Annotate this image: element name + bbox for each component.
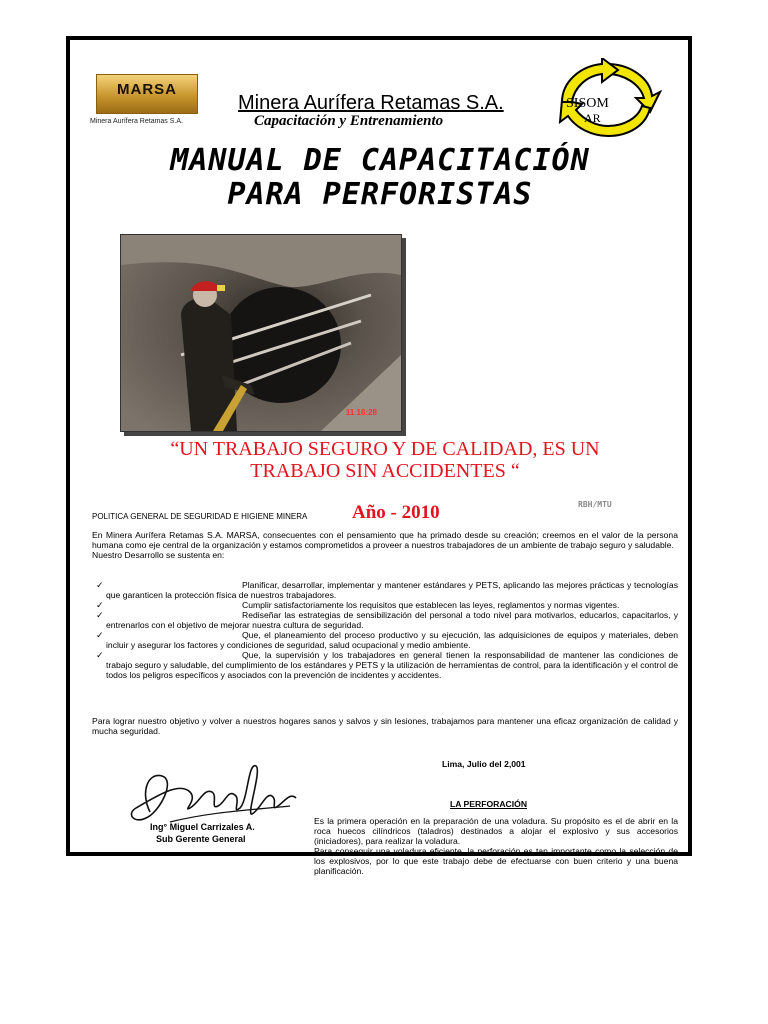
- check-icon: ✓: [96, 650, 104, 660]
- bullet-text: Rediseñar las estrategias de sensibilización del personal a todo nivel para motivarlos, educarlos, capacitarlos, y entrenarlos con el objetivo de mejorar nuestra cultura de seguridad.: [106, 610, 678, 630]
- perforacion-text: [314, 816, 678, 876]
- sisomar-text-2: AR: [584, 111, 601, 125]
- bullet-text: Que, la supervisión y los trabajadores en general tienen la responsabilidad de mantener las condiciones de trabajo seguro y saludable, del cumplimiento de los estándares y PETS y la utilización de herramientas de control, para la identificación y el control de todos los peligros específicos y asociados con la prevención de incidentes y accidentes.: [106, 650, 678, 680]
- marsa-logo-subtext: Minera Aurífera Retamas S.A.: [90, 118, 183, 125]
- slogan-line-1: “UN TRABAJO SEGURO Y DE CALIDAD, ES UN: [170, 438, 600, 460]
- company-tagline: Capacitación y Entrenamiento: [254, 113, 444, 129]
- policy-intro-paragraph: En Minera Aurífera Retamas S.A. MARSA, consecuentes con el pensamiento que ha primado desde su creación; creemos en el valor de la persona humana como eje central de la organización y estamos comprometidos a proveer a nuestros trabajadores de un ambiente de trabajo seguro y saludable.: [92, 530, 678, 550]
- signatory-name: Ing° Miguel Carrizales A.: [150, 822, 255, 832]
- marsa-logo-plate: [96, 74, 198, 114]
- bullet-text: Cumplir satisfactoriamente los requisitos que establecen las leyes, reglamentos y normas vigentes.: [242, 600, 620, 610]
- check-icon: ✓: [96, 600, 104, 610]
- list-item: [92, 600, 678, 610]
- photo-timestamp: 11 16:28: [345, 408, 377, 417]
- sisomar-text-1: SISOM: [566, 96, 609, 111]
- company-name: Minera Aurífera Retamas S.A.: [238, 92, 504, 114]
- policy-closing: Para lograr nuestro objetivo y volver a nuestros hogares sanos y salvos y sin lesiones, trabajamos para mantener una eficaz organización de calidad y mucha seguridad.: [92, 716, 678, 736]
- title-line-2: PARA PERFORISTAS: [227, 177, 533, 212]
- list-item: [92, 630, 678, 650]
- signatory-role: Sub Gerente General: [156, 834, 246, 844]
- policy-title: POLITICA GENERAL DE SEGURIDAD E HIGIENE MINERA: [92, 512, 308, 521]
- policy-bullets: [92, 580, 678, 680]
- sisomar-logo: [552, 58, 662, 140]
- bullet-text: Planificar, desarrollar, implementar y mantener estándares y PETS, aplicando las mejores prácticas y tecnologías que garanticen la protección física de nuestros trabajadores.: [106, 580, 678, 600]
- marsa-logo-text: MARSA: [117, 81, 177, 98]
- place-date: Lima, Julio del 2,001: [442, 759, 526, 769]
- policy-intro: [92, 530, 678, 560]
- title-line-1: MANUAL DE CAPACITACIÓN: [170, 143, 590, 178]
- perforacion-paragraph-2: Para conseguir una voladura eficiente, la perforación es tan importante como la selección de los explosivos, por lo que este trabajo debe de efectuarse con buen criterio y una buena planificación.: [314, 846, 678, 876]
- safety-slogan: [90, 438, 680, 482]
- page-title: [70, 144, 690, 212]
- section-title-perforacion: LA PERFORACIÓN: [450, 799, 528, 809]
- check-icon: ✓: [96, 610, 104, 620]
- list-item: [92, 650, 678, 680]
- perforacion-paragraph-1: Es la primera operación en la preparación de una voladura. Su propósito es el de abrir en la roca huecos cilíndricos (taladros) destinados a alojar el explosivo y sus accesorios (iniciadores), para realizar la voladura.: [314, 816, 678, 846]
- slogan-line-2: TRABAJO SIN ACCIDENTES “: [250, 460, 520, 482]
- policy-intro-lead: Nuestro Desarrollo se sustenta en:: [92, 550, 225, 560]
- marsa-logo: [90, 74, 200, 126]
- policy-year: Año - 2010: [352, 502, 440, 523]
- bullet-text: Que, el planeamiento del proceso productivo y su ejecución, las adquisiciones de equipos y materiales, deben incluir y asegurar los factores y condiciones de seguridad, salud ocupacional y medio ambiente.: [106, 630, 678, 650]
- author-initials: RBH/MTU: [578, 500, 612, 509]
- check-icon: ✓: [96, 630, 104, 640]
- miner-drilling-photo: [120, 234, 402, 432]
- mine-tunnel-image: [121, 235, 401, 431]
- list-item: [92, 580, 678, 600]
- check-icon: ✓: [96, 580, 104, 590]
- list-item: [92, 610, 678, 630]
